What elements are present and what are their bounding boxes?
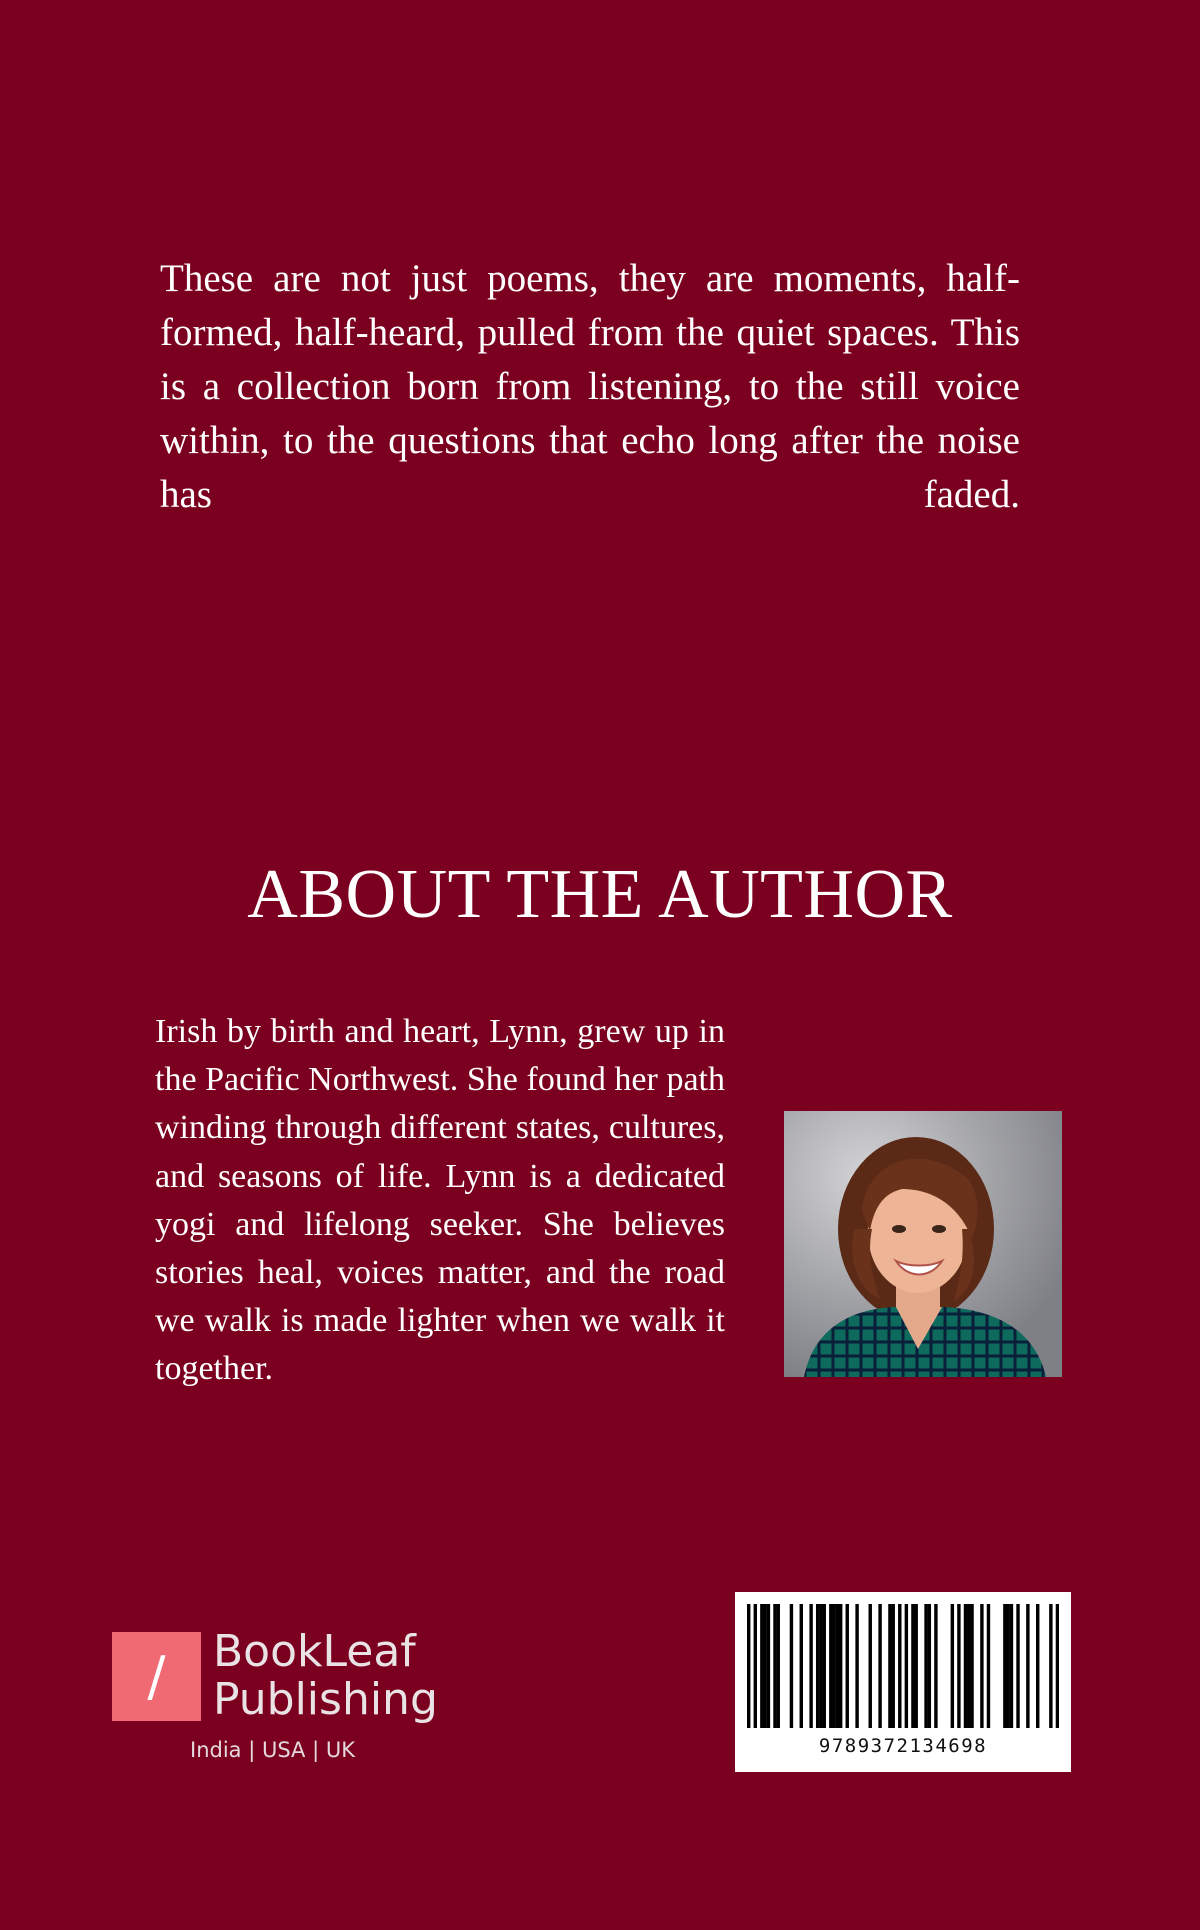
- publisher-name-line1: BookLeaf: [213, 1626, 416, 1677]
- barcode-bar: [888, 1604, 891, 1728]
- barcode-bar: [839, 1604, 842, 1728]
- barcode-bar: [1026, 1604, 1029, 1728]
- isbn-number: 9789372134698: [818, 1735, 988, 1757]
- barcode-bar: [898, 1604, 901, 1728]
- barcode-bar: [957, 1604, 960, 1728]
- barcode-bar: [790, 1604, 793, 1728]
- barcode-bar: [800, 1604, 803, 1728]
- publisher-logo-mark: [112, 1632, 201, 1721]
- barcode-bar: [911, 1604, 914, 1728]
- barcode-bar: [951, 1604, 954, 1728]
- barcode-bar: [819, 1604, 822, 1728]
- barcode-bar: [1006, 1604, 1009, 1728]
- barcode-bar: [934, 1604, 937, 1728]
- barcode-bar: [777, 1604, 780, 1728]
- barcode-bar: [892, 1604, 895, 1728]
- publisher-regions: India | USA | UK: [190, 1738, 355, 1762]
- barcode-bar: [823, 1604, 826, 1728]
- barcode-bar: [846, 1604, 849, 1728]
- barcode-bar: [914, 1604, 917, 1728]
- barcode-bar: [836, 1604, 839, 1728]
- barcode-bar: [829, 1604, 832, 1728]
- barcode-bar: [924, 1604, 927, 1728]
- publisher-name: [213, 1628, 438, 1724]
- slash-icon: /: [147, 1645, 166, 1708]
- barcode-bar: [1003, 1604, 1006, 1728]
- barcode-bar: [967, 1604, 970, 1728]
- barcode-bar: [767, 1604, 770, 1728]
- barcode-bar: [754, 1604, 757, 1728]
- barcode-bar: [747, 1604, 750, 1728]
- barcode-bar: [980, 1604, 983, 1728]
- about-author-heading: ABOUT THE AUTHOR: [247, 856, 953, 933]
- barcode-bar: [832, 1604, 835, 1728]
- barcode-bar: [970, 1604, 973, 1728]
- barcode-bar: [1049, 1604, 1052, 1728]
- author-photo: [784, 1111, 1062, 1377]
- barcode-bar: [855, 1604, 858, 1728]
- barcode-bar: [905, 1604, 908, 1728]
- author-bio: Irish by birth and heart, Lynn, grew up in the Pacific Northwest. She found her path winding through different states, cultures, and seasons of life. Lynn is a dedicated yogi and lifelong seeker. She believes stories heal, voices matter, and the road we walk is made lighter when we walk it together.: [155, 1013, 725, 1388]
- barcode-bar: [760, 1604, 763, 1728]
- barcode-bar: [809, 1604, 812, 1728]
- barcode-bar: [816, 1604, 819, 1728]
- publisher-name-line2: Publishing: [213, 1674, 438, 1725]
- barcode-bar: [1010, 1604, 1013, 1728]
- isbn-barcode: [735, 1592, 1071, 1772]
- barcode-bar: [1056, 1604, 1059, 1728]
- barcode-bars: [747, 1604, 1059, 1730]
- barcode-bar: [928, 1604, 931, 1728]
- barcode-bar: [1016, 1604, 1019, 1728]
- blurb-text: These are not just poems, they are moments, half-formed, half-heard, pulled from the quiet spaces. This is a collection born from listening, to the still voice within, to the questions that echo long after the noise has faded.: [160, 257, 1020, 516]
- publisher-logo: [112, 1628, 462, 1768]
- barcode-bar: [987, 1604, 990, 1728]
- barcode-bar: [878, 1604, 881, 1728]
- barcode-bar: [773, 1604, 776, 1728]
- barcode-bar: [964, 1604, 967, 1728]
- barcode-bar: [1036, 1604, 1039, 1728]
- barcode-bar: [763, 1604, 766, 1728]
- barcode-bar: [869, 1604, 872, 1728]
